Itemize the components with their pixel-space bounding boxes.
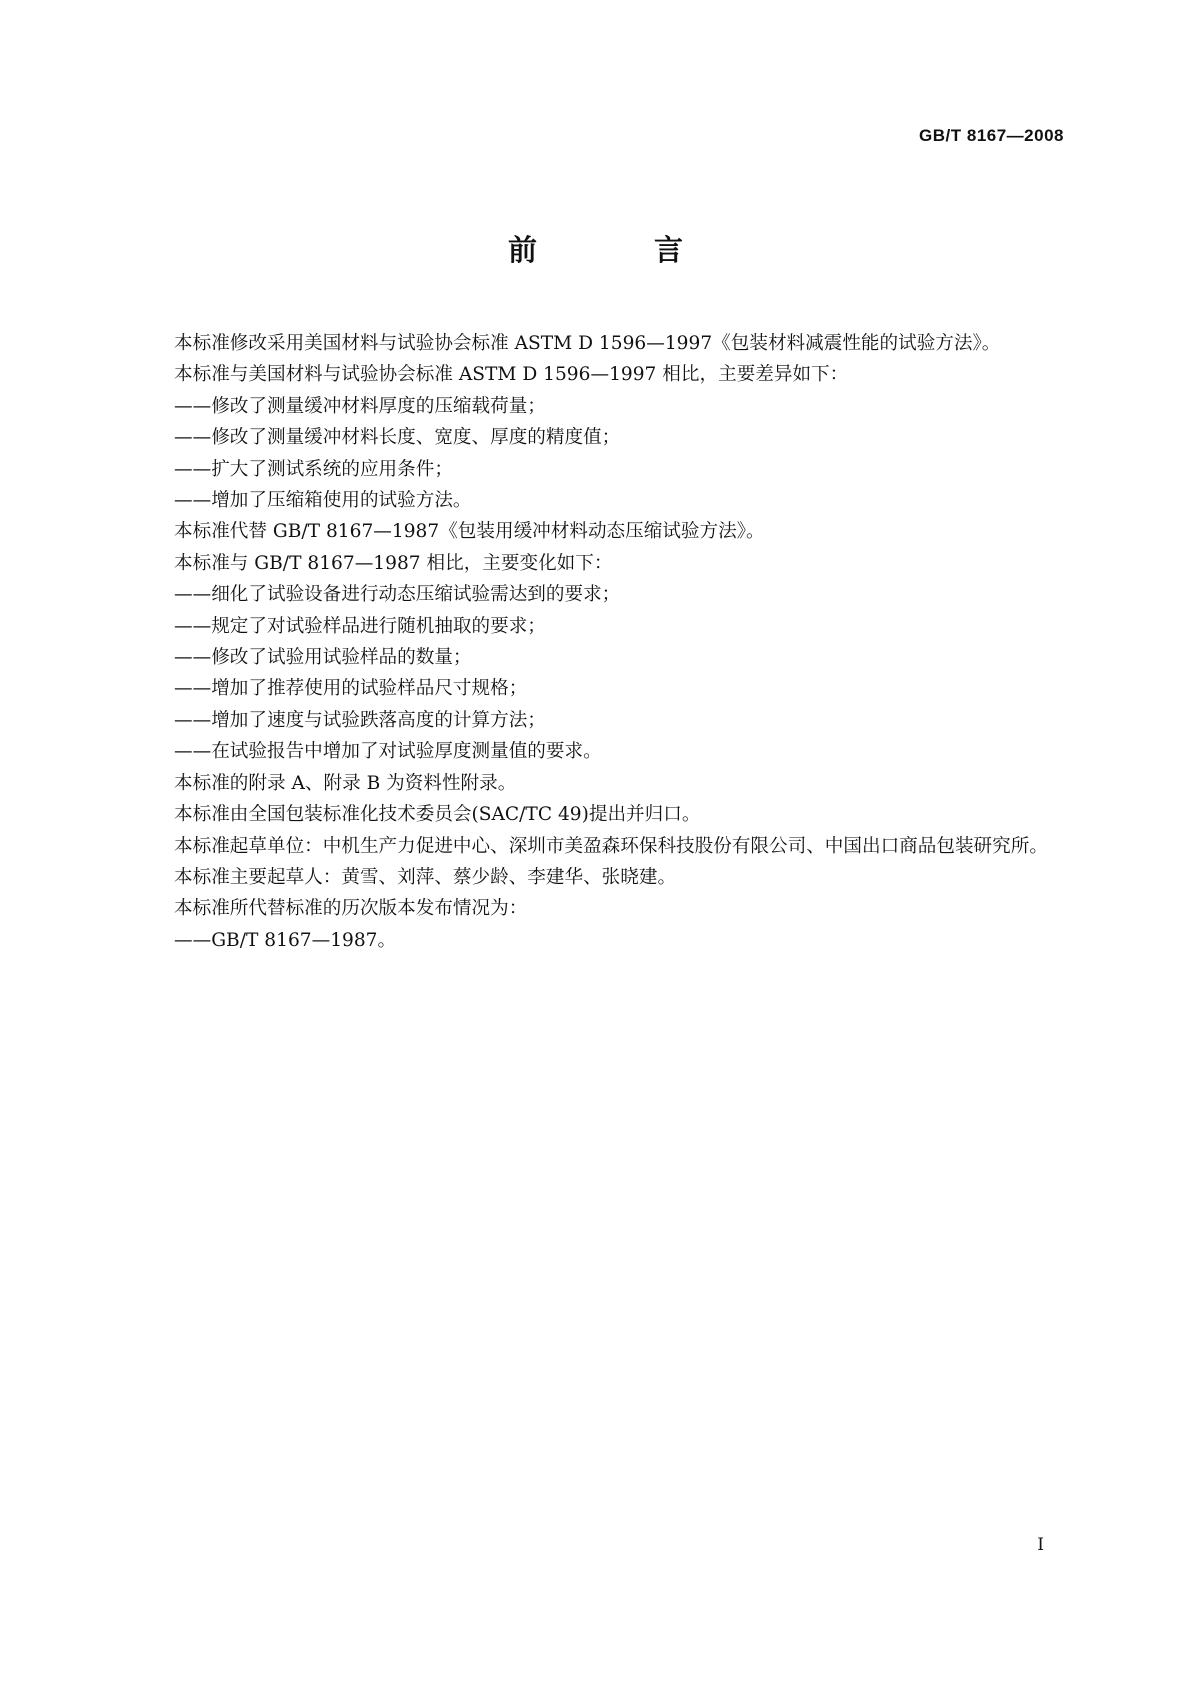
foreword-body [133, 328, 1065, 956]
paragraph-replaces: 本标准代替 GB/T 8167—1987《包装用缓冲材料动态压缩试验方法》。 [174, 521, 765, 543]
page-title: 前 言 [507, 233, 727, 267]
paragraph-changes: 本标准与 GB/T 8167—1987 相比，主要变化如下： [174, 552, 613, 574]
list-item: ——修改了试验用试验样品的数量； [174, 647, 472, 669]
list-item: ——GB/T 8167—1987。 [174, 929, 397, 951]
standard-number: GB/T 8167—2008 [919, 126, 1064, 145]
list-item: ——修改了测量缓冲材料长度、宽度、厚度的精度值； [174, 427, 621, 449]
paragraph-astm-differences: 本标准与美国材料与试验协会标准 ASTM D 1596—1997 相比，主要差异如下： [174, 364, 849, 386]
paragraph-history: 本标准所代替标准的历次版本发布情况为： [174, 898, 528, 920]
list-item: ——规定了对试验样品进行随机抽取的要求； [174, 615, 546, 637]
list-item: ——修改了测量缓冲材料厚度的压缩载荷量； [174, 395, 546, 417]
paragraph-adoption: 本标准修改采用美国材料与试验协会标准 ASTM D 1596—1997《包装材料减震性能的试验方法》。 [174, 333, 1001, 354]
list-item: ——增加了压缩箱使用的试验方法。 [174, 490, 472, 512]
list-item: ——扩大了测试系统的应用条件； [174, 458, 453, 480]
paragraph-drafting-units: 本标准起草单位：中机生产力促进中心、深圳市美盈森环保科技股份有限公司、中国出口商品包装研究所。 [174, 835, 1048, 857]
list-item: ——增加了速度与试验跌落高度的计算方法； [174, 709, 546, 731]
list-item: ——细化了试验设备进行动态压缩试验需达到的要求； [174, 584, 621, 606]
page-number: I [1037, 1535, 1044, 1555]
list-item: ——在试验报告中增加了对试验厚度测量值的要求。 [174, 741, 602, 763]
paragraph-drafters: 本标准主要起草人：黄雪、刘萍、蔡少龄、李建华、张晓建。 [174, 866, 677, 888]
paragraph-appendices: 本标准的附录 A、附录 B 为资料性附录。 [174, 772, 517, 794]
list-item: ——增加了推荐使用的试验样品尺寸规格； [174, 678, 528, 700]
paragraph-proposer: 本标准由全国包装标准化技术委员会(SAC/TC 49)提出并归口。 [174, 804, 701, 826]
